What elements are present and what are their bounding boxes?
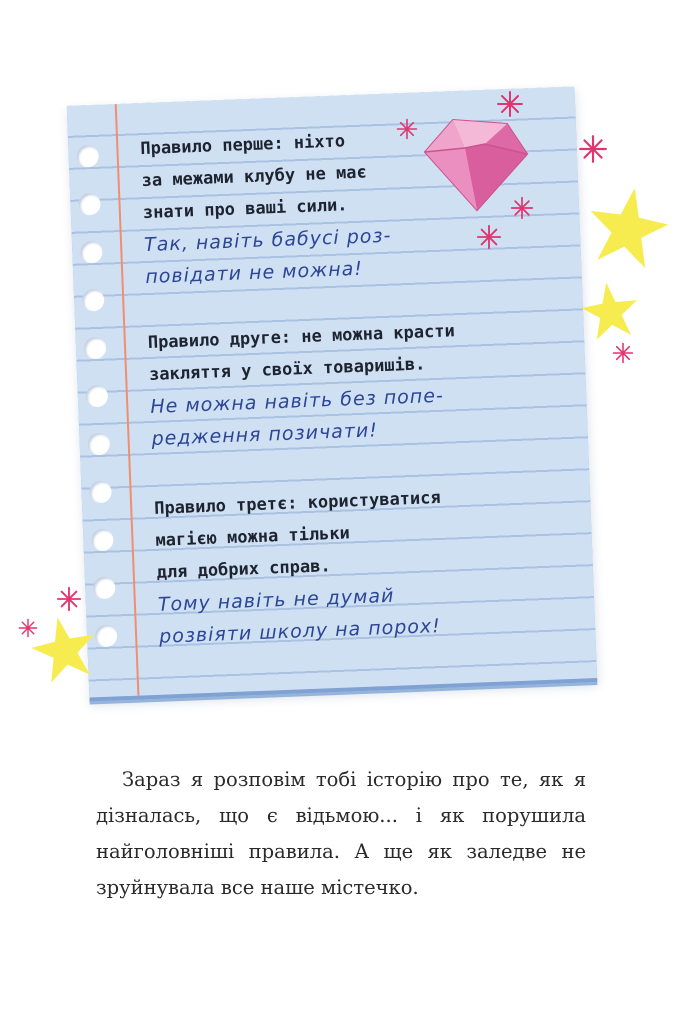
sparkle-icon: [510, 196, 534, 220]
rule-three-title-line: Правило третє: користуватися: [153, 487, 442, 519]
rule-two-title-line: Правило друге: не можна красти: [147, 321, 456, 354]
rule-three-title-line: магією можна тільки: [155, 523, 351, 551]
binder-hole: [91, 529, 114, 552]
margin-line: [115, 104, 140, 696]
rule-one-note-line: Так, навіть бабусі роз-: [143, 224, 392, 257]
rule-three: [154, 477, 566, 652]
star-icon: [30, 614, 98, 682]
binder-hole: [93, 576, 116, 599]
story-paragraph-text: Зараз я розповім тобі історію про те, як я дізналась, що є відьмою... і як порушила найголовніші правила. А ще як заледве не зруйнувала все наше містечко.: [96, 768, 586, 899]
binder-hole: [85, 385, 108, 408]
story-paragraph: [96, 762, 586, 906]
binder-hole: [82, 289, 105, 312]
binder-hole: [76, 145, 99, 168]
rule-three-title-line: для добрих справ.: [156, 556, 331, 583]
sparkle-icon: [476, 224, 502, 250]
binder-hole: [78, 193, 101, 216]
star-icon: [586, 180, 670, 272]
rule-one-title-line: за межами клубу не має: [141, 162, 368, 192]
binder-hole: [89, 481, 112, 504]
rule-three-note-line: розвіяти школу на порох!: [158, 615, 442, 648]
binder-hole: [95, 624, 118, 647]
star-icon: [580, 280, 640, 340]
rule-two-note-line: Не можна навіть без попе-: [149, 384, 445, 418]
sparkle-icon: [612, 342, 634, 364]
rule-two-note-line: редження позичати!: [151, 419, 379, 450]
rule-two-title-line: закляття у своїх товаришів.: [148, 354, 426, 385]
rule-three-note-line: Тому навіть не думай: [157, 584, 395, 616]
rule-one-title-line: знати про ваші сили.: [142, 195, 348, 224]
binder-hole: [87, 433, 110, 456]
sparkle-icon: [496, 90, 524, 118]
rule-two: [147, 311, 558, 454]
rule-one-title-line: Правило перше: ніхто: [140, 131, 346, 160]
sparkle-icon: [56, 586, 82, 612]
binder-hole: [84, 337, 107, 360]
sparkle-icon: [578, 134, 608, 164]
binder-hole: [80, 241, 103, 264]
sparkle-icon: [396, 118, 418, 140]
rule-one-note-line: повідати не можна!: [144, 257, 364, 289]
